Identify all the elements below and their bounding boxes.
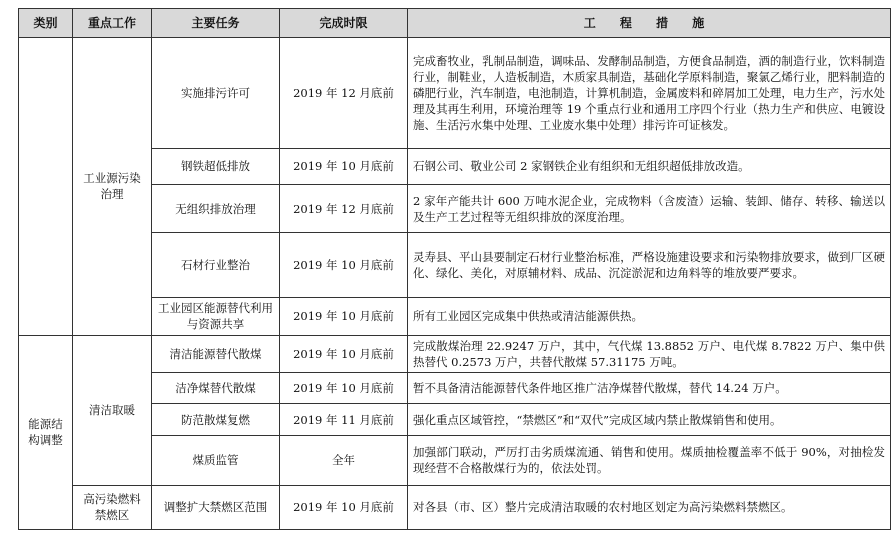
measure-cell: 灵寿县、平山县要制定石材行业整治标准，严格设施建设要求和污染物排放要求，做到厂区硬化、绿化、美化，对原辅材料、成品、沉淀淤泥和边角料等的堆放要严要求。 [408,233,891,297]
deadline-cell: 2019 年 10 月底前 [280,233,408,297]
header-key-work: 重点工作 [73,9,152,38]
task-cell: 洁净煤替代散煤 [152,372,280,404]
table-row [19,38,891,149]
task-cell: 工业园区能源替代利用与资源共享 [152,297,280,335]
measure-cell: 暂不具备清洁能源替代条件地区推广洁净煤替代散煤，替代 14.24 万户。 [408,372,891,404]
table-row [19,335,891,372]
deadline-cell: 2019 年 10 月底前 [280,148,408,184]
measures-table [18,8,891,530]
deadline-cell: 2019 年 10 月底前 [280,372,408,404]
measure-cell: 加强部门联动，严厉打击劣质煤流通、销售和使用。煤质抽检覆盖率不低于 90%，对抽检发现经营不合格散煤行为的，依法处罚。 [408,435,891,485]
header-deadline: 完成时限 [280,9,408,38]
category-cell-industry [19,38,73,336]
deadline-cell: 2019 年 10 月底前 [280,485,408,529]
deadline-cell: 全年 [280,435,408,485]
measure-cell: 所有工业园区完成集中供热或清洁能源供热。 [408,297,891,335]
deadline-cell: 2019 年 12 月底前 [280,38,408,149]
measure-cell: 强化重点区域管控，“禁燃区”和“双代”完成区域内禁止散煤销售和使用。 [408,404,891,436]
task-cell: 调整扩大禁燃区范围 [152,485,280,529]
task-cell: 实施排污许可 [152,38,280,149]
measure-cell: 石钢公司、敬业公司 2 家钢铁企业有组织和无组织超低排放改造。 [408,148,891,184]
measure-cell: 完成畜牧业，乳制品制造，调味品、发酵制品制造，方便食品制造，酒的制造行业，饮料制造行业，制鞋业，人造板制造，木质家具制造，基础化学原料制造，聚氯乙烯行业，肥料制造的磷肥行业，汽车制造，电池制造，计算机制造，金属废料和碎屑加工处理，电力生产，污水处理及其再生利用，环境治理等 19 个重点行业和通用工序四个行业（热力生产和供应、电镀设施、生活污水集中处理、工业废水集中处理）排污许可证核发。 [408,38,891,149]
key-work-clean-heating: 清洁取暖 [73,335,152,485]
header-main-task: 主要任务 [152,9,280,38]
measure-cell: 对各县（市、区）整片完成清洁取暖的农村地区划定为高污染燃料禁燃区。 [408,485,891,529]
table-row [19,485,891,529]
category-energy-structure: 能源结构调整 [19,335,73,529]
task-cell: 煤质监管 [152,435,280,485]
task-cell: 钢铁超低排放 [152,148,280,184]
measure-cell: 完成散煤治理 22.9247 万户，其中，气代煤 13.8852 万户、电代煤 8.7822 万户、集中供热替代 0.2573 万户，共替代散煤 57.31175 万吨。 [408,335,891,372]
task-cell: 清洁能源替代散煤 [152,335,280,372]
task-cell: 无组织排放治理 [152,184,280,233]
key-work-industrial-pollution: 工业源污染治理 [73,38,152,336]
header-category: 类别 [19,9,73,38]
header-row [19,9,891,38]
deadline-cell: 2019 年 10 月底前 [280,335,408,372]
measure-cell: 2 家年产能共计 600 万吨水泥企业，完成物料（含废渣）运输、装卸、储存、转移、输送以及生产工艺过程等无组织排放的深度治理。 [408,184,891,233]
task-cell: 石材行业整治 [152,233,280,297]
deadline-cell: 2019 年 12 月底前 [280,184,408,233]
deadline-cell: 2019 年 10 月底前 [280,297,408,335]
deadline-cell: 2019 年 11 月底前 [280,404,408,436]
key-work-high-pollution-fuel-zone: 高污染燃料禁燃区 [73,485,152,529]
header-measures: 工 程 措 施 [408,9,891,38]
task-cell: 防范散煤复燃 [152,404,280,436]
